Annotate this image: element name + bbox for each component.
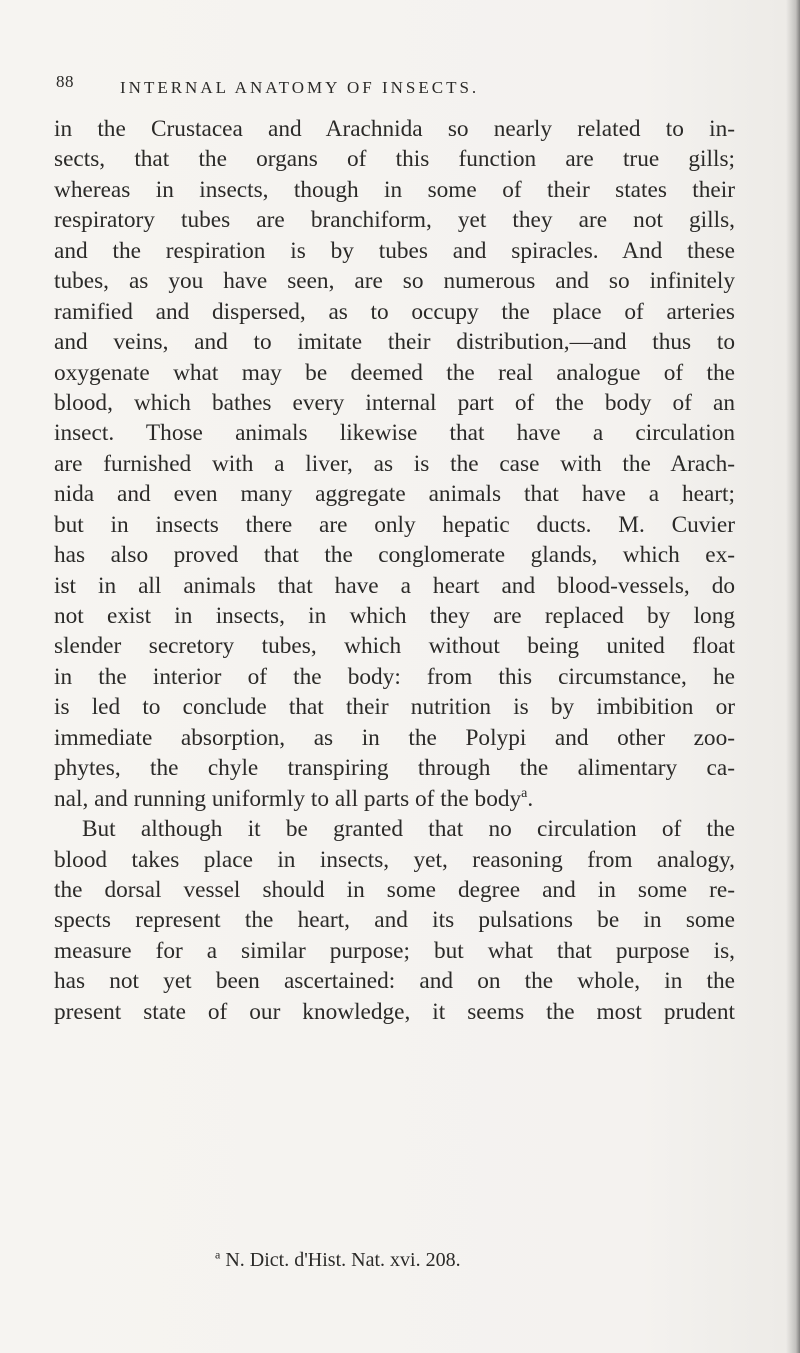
footnote-text: N. Dict. d'Hist. Nat. xvi. 208. [225,1249,461,1271]
footnote-marker: a [215,1247,221,1262]
body-text [54,114,735,1027]
text-line: phytes, the chyle transpiring through the alimentary ca- [54,755,735,782]
text-line: but in insects there are only hepatic ducts. M. Cuvier [54,511,735,538]
text-line: blood, which bathes every internal part of the body of an [54,389,735,416]
text-line: in the interior of the body: from this circumstance, he [54,663,735,690]
page-header [50,74,730,108]
text-line: measure for a similar purpose; but what that purpose is, [54,937,735,964]
text-line: blood takes place in insects, yet, reasoning from analogy, [54,846,735,873]
text-line: sects, that the organs of this function are true gills; [54,146,735,173]
text-line: nal, and running uniformly to all parts of the body$^a$. [54,785,534,812]
text-line: has not yet been ascertained: and on the whole, in the [54,968,735,995]
text-line: nida and even many aggregate animals that have a heart; [54,481,735,508]
text-line: slender secretory tubes, which without being united float [54,633,735,660]
text-line: But although it be granted that no circulation of the [82,816,735,843]
text-line: not exist in insects, in which they are replaced by long [54,603,735,629]
text-line: and veins, and to imitate their distribution,—and thus to [54,329,735,356]
text-line: and the respiration is by tubes and spiracles. And these [54,237,735,264]
text-line: tubes, as you have seen, are so numerous and so infinitely [54,268,735,295]
text-line: are furnished with a liver, as is the case with the Arach- [54,450,735,477]
running-head: INTERNAL ANATOMY OF INSECTS. [120,78,480,97]
text-line: spects represent the heart, and its pulsations be in some [54,907,735,934]
text-line: immediate absorption, as in the Polypi and other zoo- [54,724,735,751]
text-line: oxygenate what may be deemed the real analogue of the [54,359,735,386]
text-line: insect. Those animals likewise that have a circulation [54,420,735,447]
text-line: in the Crustacea and Arachnida so nearly related to in- [54,116,735,142]
text-line: respiratory tubes are branchiform, yet they are not gills, [54,207,735,234]
page-edge-shadow [786,0,800,1353]
text-line: is led to conclude that their nutrition is by imbibition or [54,694,735,721]
text-line: whereas in insects, though in some of their states their [54,176,735,203]
text-line: ist in all animals that have a heart and blood-vessels, do [54,572,735,599]
text-line: present state of our knowledge, it seems the most prudent [54,998,735,1025]
text-line: has also proved that the conglomerate glands, which ex- [54,542,735,569]
footnote [215,1249,735,1272]
text-line: ramified and dispersed, as to occupy the place of arteries [54,298,735,325]
page-number: 88 [56,72,74,91]
text-line: the dorsal vessel should in some degree and in some re- [54,876,735,903]
footnote-reference: a [521,785,528,801]
